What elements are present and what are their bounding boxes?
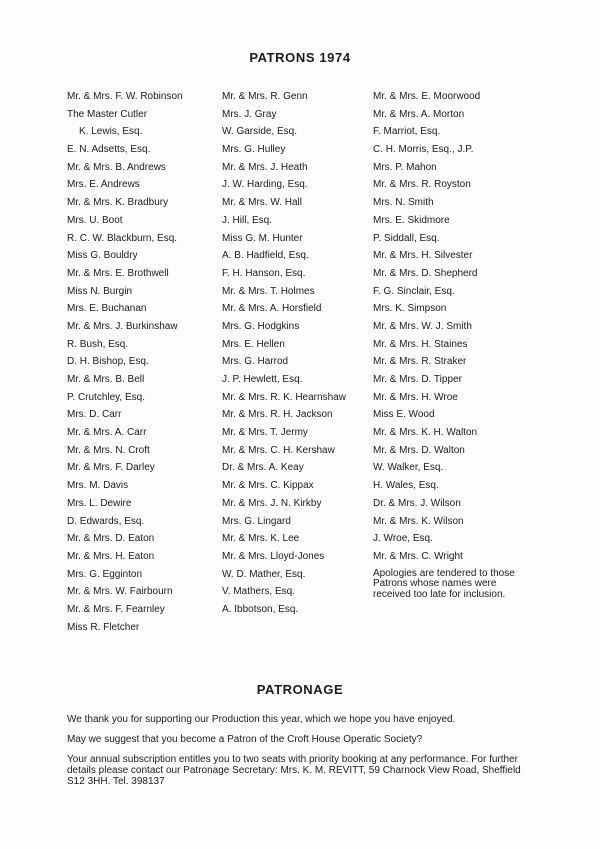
patron-entry: F. Marriot, Esq. <box>373 126 441 138</box>
patron-entry: Mr. & Mrs. N. Croft <box>67 444 150 456</box>
patron-entry: Mr. & Mrs. J. N. Kirkby <box>222 497 322 509</box>
patron-entry: Mr. & Mrs. E. Brothwell <box>67 267 169 279</box>
patron-entry: H. Wales, Esq. <box>373 480 439 492</box>
patron-entry: Mr. & Mrs. C. Wright <box>373 550 463 562</box>
patron-entry: Miss G. M. Hunter <box>222 232 303 244</box>
patron-entry: Mr. & Mrs. J. Burkinshaw <box>67 320 178 332</box>
patron-entry: Mr. & Mrs. C. Kippax <box>222 480 314 492</box>
subscription-paragraph: Your annual subscription entitles you to two seats with priority booking at any performance. For further details please contact our Patronage Secretary: Mrs. K. M. REVITT, 59 Charnock View Road, Sheffield S12 3HH. Tel. 398137 <box>67 754 521 787</box>
patron-entry: Mr. & Mrs. W. Fairbourn <box>67 586 173 598</box>
suggestion-paragraph: May we suggest that you become a Patron of the Croft House Operatic Society? <box>67 734 423 745</box>
patron-entry: D. Edwards, Esq. <box>67 515 145 527</box>
patron-entry: Mr. & Mrs. K. Bradbury <box>67 197 169 209</box>
apology-note: Apologies are tendered to those Patrons whose names were received too late for inclusion. <box>373 567 515 600</box>
patron-entry: P. Siddall, Esq. <box>373 232 440 244</box>
patron-entry: Mr. & Mrs. R. Straker <box>373 356 467 368</box>
patron-entry: Mrs. G. Harrod <box>222 356 289 368</box>
patron-entry: Mr. & Mrs. K. Lee <box>222 533 300 545</box>
patron-entry: Mrs. G. Hulley <box>222 144 286 156</box>
patron-entry: Mrs. G. Egginton <box>67 568 143 580</box>
patrons-column-3 <box>373 90 533 600</box>
patron-entry: Mr. & Mrs. D. Shepherd <box>373 267 478 279</box>
patron-entry: Mr. & Mrs. W. Hall <box>222 197 302 209</box>
thanks-paragraph: We thank you for supporting our Production this year, which we hope you have enjoyed. <box>67 714 456 725</box>
patron-entry: Mr. & Mrs. A. Horsfield <box>222 303 322 315</box>
patron-entry: Mr. & Mrs. D. Eaton <box>67 533 155 545</box>
patron-entry: Mr. & Mrs. D. Walton <box>373 444 465 456</box>
patron-entry: Mrs. U. Boot <box>67 214 123 226</box>
patron-entry: Mr. & Mrs. F. W. Robinson <box>67 91 183 102</box>
patron-entry: Dr. & Mrs. A. Keay <box>222 462 304 474</box>
patron-entry: Mr. & Mrs. T. Holmes <box>222 285 315 297</box>
patron-entry: Mrs. L. Dewire <box>67 497 132 509</box>
patron-entry: Mr. & Mrs. R. H. Jackson <box>222 409 333 421</box>
patron-entry: J. Wroe, Esq. <box>373 533 433 545</box>
patron-entry: J. P. Hewlett, Esq. <box>222 374 303 385</box>
patron-entry: Mr. & Mrs. R. Genn <box>222 91 308 102</box>
patron-entry: Mr. & Mrs. A. Morton <box>373 108 465 120</box>
patrons-column-1 <box>67 90 217 638</box>
patron-entry: Mr. & Mrs. B. Bell <box>67 374 145 385</box>
patronage-heading: PATRONAGE <box>256 682 344 697</box>
patron-entry: P. Crutchley, Esq. <box>67 391 145 403</box>
patron-entry: F. H. Hanson, Esq. <box>222 267 306 279</box>
patron-entry: Miss N. Burgin <box>67 285 133 297</box>
patron-entry: Mr. & Mrs. A. Carr <box>67 427 147 439</box>
patron-entry: V. Mathers, Esq. <box>222 586 295 598</box>
patron-entry: W. Garside, Esq. <box>222 126 298 138</box>
patron-entry: Mrs. J. Gray <box>222 108 277 120</box>
patron-entry: Mr. & Mrs. H. Staines <box>373 338 468 350</box>
patron-entry: Mr. & Mrs. W. J. Smith <box>373 320 472 332</box>
patron-entry: Mrs. P. Mahon <box>373 161 437 173</box>
patron-entry: Mr. & Mrs. F. Darley <box>67 462 155 474</box>
patron-entry: A. B. Hadfield, Esq. <box>222 250 309 262</box>
patron-entry: Mrs. E. Buchanan <box>67 303 147 315</box>
patron-entry: Mr. & Mrs. F. Fearnley <box>67 603 165 615</box>
patron-entry: Mr. & Mrs. T. Jermy <box>222 427 308 439</box>
patron-entry: Mr. & Mrs. K. Wilson <box>373 515 464 527</box>
patron-entry: K. Lewis, Esq. <box>79 126 143 138</box>
patron-entry: Mr. & Mrs. K. H. Walton <box>373 427 478 439</box>
patron-entry: Mrs. M. Davis <box>67 480 129 492</box>
patron-entry: J. W. Harding, Esq. <box>222 179 308 191</box>
patron-entry: Mr. & Mrs. Lloyd-Jones <box>222 550 325 562</box>
patron-entry: Mr. & Mrs. H. Silvester <box>373 250 473 262</box>
patron-entry: E. N. Adsetts, Esq. <box>67 144 151 156</box>
patron-entry: D. H. Bishop, Esq. <box>67 356 149 368</box>
patron-entry: J. Hill, Esq. <box>222 214 273 226</box>
patron-entry: Mrs. K. Simpson <box>373 303 447 315</box>
patron-entry: F. G. Sinclair, Esq. <box>373 285 455 297</box>
patron-entry: W. D. Mather, Esq. <box>222 568 306 580</box>
patron-entry: R. Bush, Esq. <box>67 338 129 350</box>
patron-entry: Mr. & Mrs. H. Eaton <box>67 550 155 562</box>
patron-entry: A. Ibbotson, Esq. <box>222 603 299 615</box>
patron-entry: Mr. & Mrs. R. Royston <box>373 179 471 191</box>
patron-entry: Mrs. G. Hodgkins <box>222 320 300 332</box>
patron-entry: Mr. & Mrs. E. Moorwood <box>373 91 481 102</box>
patron-entry: Mr. & Mrs. R. K. Hearnshaw <box>222 391 346 403</box>
patron-entry: The Master Cutler <box>67 108 148 120</box>
patron-entry: Miss R. Fletcher <box>67 621 140 633</box>
patron-entry: Mrs. N. Smith <box>373 197 434 209</box>
patrons-column-2 <box>222 90 372 621</box>
patron-entry: Mr. & Mrs. D. Tipper <box>373 374 462 385</box>
patron-entry: Mrs. E. Andrews <box>67 179 140 191</box>
patron-entry: Mr. & Mrs. B. Andrews <box>67 161 166 173</box>
patron-entry: Mr. & Mrs. C. H. Kershaw <box>222 444 335 456</box>
patron-entry: W. Walker, Esq. <box>373 462 444 474</box>
patron-entry: Mrs. E. Skidmore <box>373 214 450 226</box>
patron-entry: Mrs. E. Hellen <box>222 338 285 350</box>
patron-entry: Mrs. G. Lingard <box>222 515 291 527</box>
patron-entry: Dr. & Mrs. J. Wilson <box>373 497 461 509</box>
patron-entry: R. C. W. Blackburn, Esq. <box>67 232 178 244</box>
patron-entry: Mr. & Mrs. H. Wroe <box>373 391 458 403</box>
patron-entry: Miss E. Wood <box>373 409 435 421</box>
page-title: PATRONS 1974 <box>249 50 351 65</box>
patron-entry: C. H. Morris, Esq., J.P. <box>373 144 474 156</box>
patron-entry: Miss G. Bouldry <box>67 250 138 262</box>
patron-entry: Mrs. D. Carr <box>67 409 122 421</box>
patron-entry: Mr. & Mrs. J. Heath <box>222 161 308 173</box>
